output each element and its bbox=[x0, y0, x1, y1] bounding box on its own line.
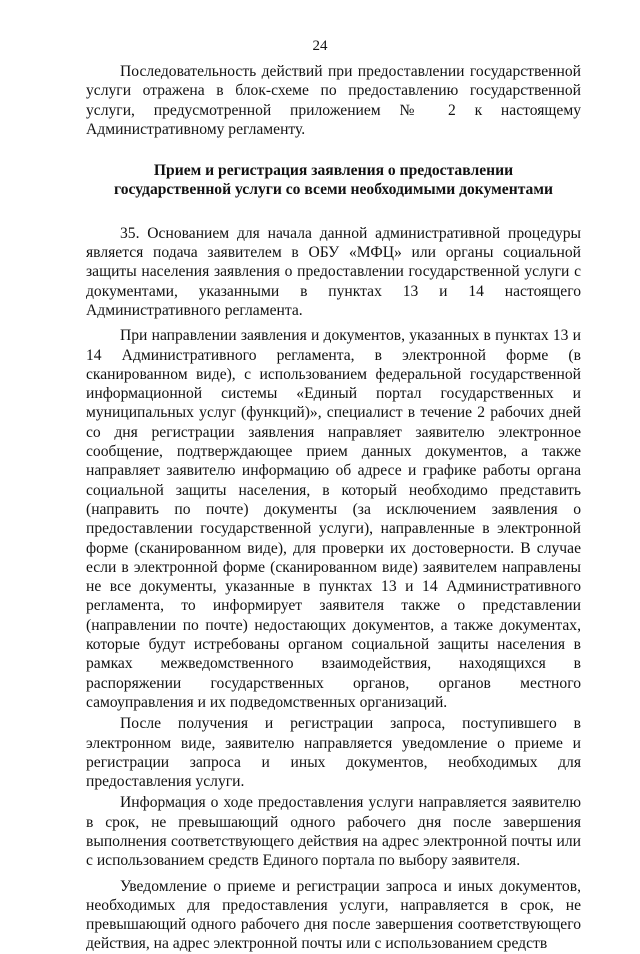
paragraph-electronic-submission: При направлении заявления и документов, указанных в пунктах 13 и 14 Административного регламента, в электронной форме (в сканированном виде), с использованием федеральной государственной информационной системы «Единый портал государственных и муниципальных услуг (функций)», специалист в течение 2 рабочих дней со дня регистрации заявления направляет заявителю электронное сообщение, подтверждающее прием данных документов, а также направляет заявителю информацию об адресе и графике работы органа социальной защиты населения, в который необходимо представить (направить по почте) документы (за исключением заявления о предоставлении государственной услуги), направленные в электронной форме (сканированном виде), для проверки их достоверности. В случае если в электронной форме (сканированном виде) заявителем направлены не все документы, указанные в пунктах 13 и 14 Административного регламента, то информирует заявителя также о представлении (направлении по почте) недостающих документов, а также документах, которые будут истребованы органом социальной защиты населения в рамках межведомственного взаимодействия, находящихся в распоряжении государственных органов, органов местного самоуправления и их подведомственных организаций. bbox=[86, 327, 581, 711]
paragraph-acceptance-notice: Уведомление о приеме и регистрации запроса и иных документов, необходимых для предоставления услуги, направляется в срок, не превышающий одного рабочего дня после завершения соответствующего действия, на адрес электронной почты или с использованием средств bbox=[86, 877, 581, 953]
paragraph-35: 35. Основанием для начала данной административной процедуры является подача заявителем в ОБУ «МФЦ» или органы социальной защиты населения заявления о предоставлении государственной услуги с документами, указанными в пунктах 13 и 14 настоящего Административного регламента. bbox=[86, 224, 581, 319]
intro-paragraph: Последовательность действий при предоставлении государственной услуги отражена в блок-схеме по предоставлению государственной услуги, предусмотренной приложением № 2 к настоящему Административному регламенту. bbox=[86, 63, 581, 138]
paragraph-registration-notice: После получения и регистрации запроса, поступившего в электронном виде, заявителю направляется уведомление о приеме и регистрации запроса и иных документов, необходимых для предоставления услуги. bbox=[86, 715, 581, 791]
section-heading-line-1: Прием и регистрация заявления о предоставлении bbox=[153, 162, 514, 180]
section-heading bbox=[86, 161, 581, 200]
document-body bbox=[86, 62, 581, 954]
page-number: 24 bbox=[312, 38, 328, 54]
section-heading-line-2: государственной услуги со всеми необходимыми документами bbox=[114, 181, 553, 199]
paragraph-progress-info: Информация о ходе предоставления услуги направляется заявителю в срок, не превышающий одного рабочего дня после завершения выполнения соответствующего действия на адрес электронной почты или с использованием средств Единого портала по выбору заявителя. bbox=[86, 794, 581, 870]
